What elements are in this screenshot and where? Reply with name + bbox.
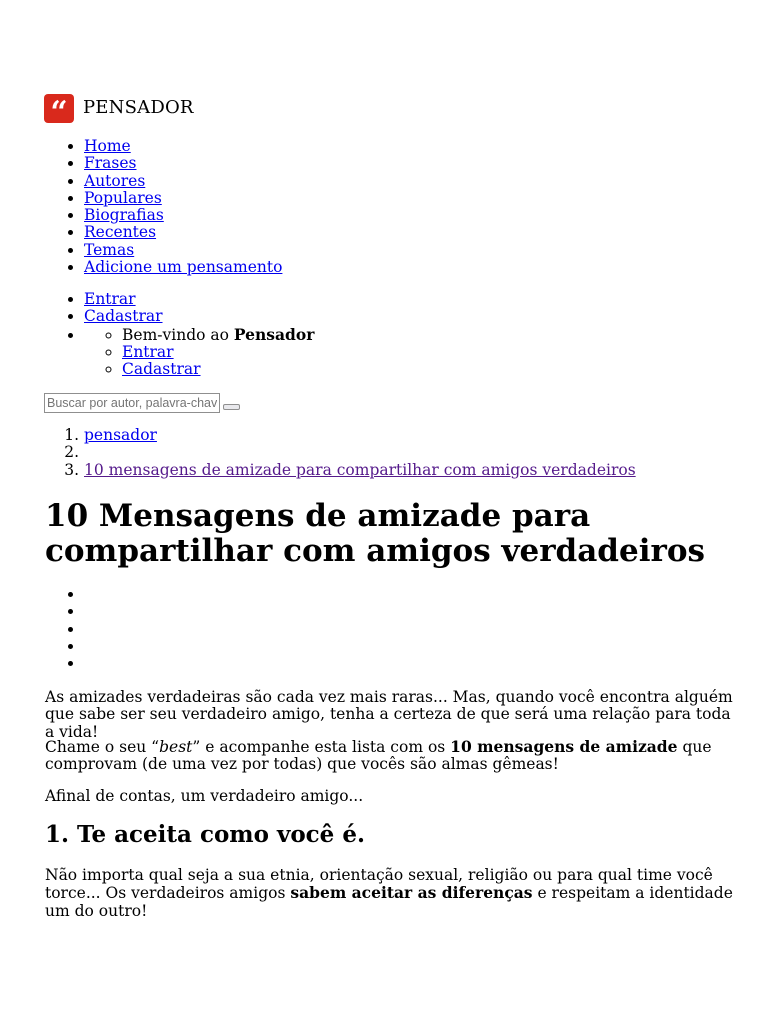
section-heading: 1. Te aceita como você é.: [45, 821, 365, 848]
nav-link-biografias[interactable]: Biografias: [84, 206, 164, 225]
nav-link-recentes[interactable]: Recentes: [84, 223, 157, 242]
login-link[interactable]: Entrar: [84, 290, 136, 308]
breadcrumb-current-link[interactable]: 10 mensagens de amizade para compartilhar com amigos verdadeiros: [84, 460, 636, 479]
account-item: [84, 308, 314, 325]
account-menu: [84, 291, 314, 378]
account-submenu: [84, 326, 314, 379]
main-nav: [84, 138, 282, 276]
breadcrumb-item: [84, 444, 636, 461]
emphasis-text: best: [159, 738, 193, 756]
nav-item: [84, 155, 282, 172]
search-button[interactable]: [223, 404, 240, 410]
nav-item: [84, 173, 282, 190]
quote-icon: “: [44, 94, 74, 123]
welcome-prefix: Bem-vindo ao: [122, 325, 234, 344]
sub-login-link[interactable]: Entrar: [122, 342, 174, 361]
breadcrumb: [84, 427, 636, 479]
account-subitem: [122, 344, 314, 361]
nav-item: [84, 190, 282, 207]
site-name: PENSADOR: [83, 97, 194, 119]
nav-link-frases[interactable]: Frases: [84, 154, 137, 173]
account-item: [84, 326, 314, 379]
strong-text: sabem aceitar as diferenças: [290, 883, 533, 903]
welcome-brand: Pensador: [233, 324, 315, 344]
article-paragraph: Afinal de contas, um verdadeiro amigo...: [45, 787, 364, 805]
nav-item: [84, 242, 282, 259]
page-title: 10 Mensagens de amizade para compartilhar com amigos verdadeiros: [45, 498, 705, 569]
paragraph-text: ” e acompanhe esta lista com os: [192, 738, 451, 756]
article-paragraph: [45, 867, 735, 920]
paragraph-text: Não importa qual seja a sua etnia, orientação sexual, religião ou para qual time você torce... Os verdadeiros amigos: [45, 866, 713, 903]
account-subitem: [122, 361, 314, 378]
site-logo[interactable]: [44, 93, 194, 130]
paragraph-text: Chame o seu “: [45, 738, 160, 756]
article-paragraph: [45, 738, 735, 774]
nav-item: [84, 138, 282, 155]
nav-link-adicione[interactable]: Adicione um pensamento: [84, 258, 283, 277]
welcome-message: [122, 326, 314, 344]
breadcrumb-home-link[interactable]: pensador: [84, 426, 157, 444]
paragraph-text: e respeitam a identidade um do outro!: [45, 884, 733, 920]
nav-link-home[interactable]: Home: [84, 137, 131, 155]
search-input[interactable]: [44, 393, 220, 413]
breadcrumb-item: [84, 427, 636, 444]
nav-link-populares[interactable]: Populares: [84, 188, 162, 207]
sub-register-link[interactable]: Cadastrar: [122, 360, 201, 379]
register-link[interactable]: Cadastrar: [84, 307, 163, 326]
paragraph-text: que comprovam (de uma vez por todas) que vocês são almas gêmeas!: [45, 738, 712, 774]
nav-link-autores[interactable]: Autores: [84, 171, 146, 190]
search-form: [44, 393, 240, 413]
breadcrumb-item: [84, 462, 636, 479]
strong-text: 10 mensagens de amizade: [450, 737, 678, 756]
nav-item: [84, 259, 282, 276]
nav-link-temas[interactable]: Temas: [84, 240, 135, 259]
account-item: [84, 291, 314, 308]
article-intro: As amizades verdadeiras são cada vez mais raras... Mas, quando você encontra alguém que sabe ser seu verdadeiro amigo, tenha a certeza de que será uma relação para toda a vida!: [45, 688, 733, 741]
nav-item: [84, 224, 282, 241]
nav-item: [84, 207, 282, 224]
